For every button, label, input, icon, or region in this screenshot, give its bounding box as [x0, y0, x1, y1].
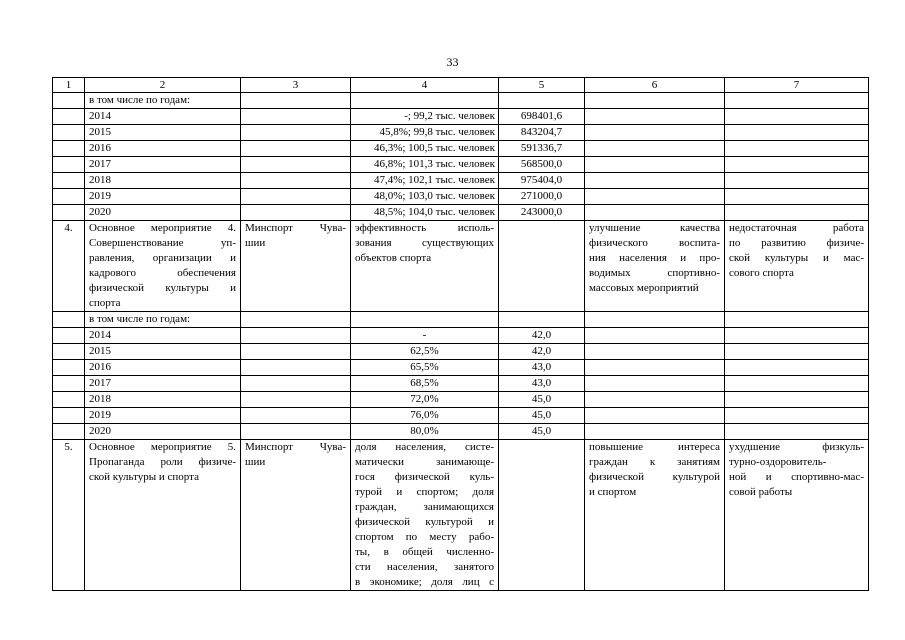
num-cell: [53, 328, 85, 344]
year-cell: 2020: [85, 424, 241, 440]
year-cell: 2019: [85, 189, 241, 205]
activity-title-line: Пропаганда роли физиче-: [89, 456, 236, 468]
table-row: [53, 408, 869, 424]
target-indicator-line: спортом по месту рабо-: [355, 531, 494, 543]
num-cell: [53, 157, 85, 173]
num-cell: [53, 392, 85, 408]
risk-consequence-line: ухудшение физкуль-: [729, 441, 864, 453]
indicator-value: 48,5%; 104,0 тыс. человек: [351, 205, 499, 221]
responsible-executor: [241, 221, 351, 312]
empty-cell: [725, 312, 869, 328]
empty-cell: [241, 344, 351, 360]
empty-cell: [585, 125, 725, 141]
target-indicator-line: в экономике; доля лиц с: [355, 576, 494, 588]
year-cell: 2015: [85, 344, 241, 360]
table-row: [53, 205, 869, 221]
num-cell: [53, 205, 85, 221]
target-indicator-line: турой и спортом; доля: [355, 486, 494, 498]
num-cell: [53, 360, 85, 376]
indicator-value: 48,0%; 103,0 тыс. человек: [351, 189, 499, 205]
risk-consequence-line: турно-оздоровитель-: [729, 456, 827, 468]
num-cell: [53, 408, 85, 424]
empty-cell: [585, 173, 725, 189]
amount-value: 271000,0: [499, 189, 585, 205]
expected-result-line: водимых спортивно-: [589, 267, 720, 279]
year-cell: 2016: [85, 141, 241, 157]
empty-cell: [499, 440, 585, 591]
year-cell: 2016: [85, 360, 241, 376]
empty-cell: [725, 189, 869, 205]
num-cell: [53, 189, 85, 205]
year-cell: 2018: [85, 173, 241, 189]
subheading-row: [53, 312, 869, 328]
empty-cell: [241, 360, 351, 376]
item-number: 5.: [53, 440, 85, 591]
risk-consequence-line: совой работы: [729, 486, 793, 498]
empty-cell: [585, 408, 725, 424]
table-row: [53, 157, 869, 173]
empty-cell: [585, 424, 725, 440]
expected-result: [585, 221, 725, 312]
risk-consequence: [725, 221, 869, 312]
column-header: 1: [53, 78, 85, 93]
year-cell: 2017: [85, 376, 241, 392]
empty-cell: [585, 157, 725, 173]
num-cell: [53, 376, 85, 392]
table-row: [53, 109, 869, 125]
target-indicator-line: эффективность исполь-: [355, 222, 494, 234]
target-indicator-line: ты, в общей численно-: [355, 546, 494, 558]
risk-consequence-line: ской культуры и мас-: [729, 252, 864, 264]
table-row: [53, 173, 869, 189]
empty-cell: [725, 376, 869, 392]
empty-cell: [585, 141, 725, 157]
expected-result-line: повышение интереса: [589, 441, 720, 453]
empty-cell: [241, 205, 351, 221]
column-header: 2: [85, 78, 241, 93]
activity-title-line: кадрового обеспечения: [89, 267, 236, 279]
empty-cell: [241, 141, 351, 157]
empty-cell: [725, 157, 869, 173]
empty-cell: [241, 424, 351, 440]
target-indicator-line: доля населения, систе-: [355, 441, 494, 453]
expected-result-line: ния населения и про-: [589, 252, 720, 264]
indicator-value: 62,5%: [351, 344, 499, 360]
indicator-value: 46,8%; 101,3 тыс. человек: [351, 157, 499, 173]
empty-cell: [241, 173, 351, 189]
empty-cell: [585, 109, 725, 125]
amount-value: 42,0: [499, 344, 585, 360]
num-cell: [53, 344, 85, 360]
empty-cell: [585, 328, 725, 344]
subheading-row: [53, 93, 869, 109]
column-header: 5: [499, 78, 585, 93]
expected-result: [585, 440, 725, 591]
amount-value: 45,0: [499, 408, 585, 424]
indicator-value: 72,0%: [351, 392, 499, 408]
empty-cell: [585, 360, 725, 376]
amount-value: 698401,6: [499, 109, 585, 125]
empty-cell: [241, 392, 351, 408]
empty-cell: [725, 360, 869, 376]
activity-title-line: ской культуры и спорта: [89, 471, 199, 483]
expected-result-line: улучшение качества: [589, 222, 720, 234]
empty-cell: [241, 157, 351, 173]
column-header: 4: [351, 78, 499, 93]
target-indicator-line: сти населения, занятого: [355, 561, 494, 573]
target-indicator-line: зования существующих: [355, 237, 494, 249]
num-cell: [53, 125, 85, 141]
amount-value: 591336,7: [499, 141, 585, 157]
indicator-value: 76,0%: [351, 408, 499, 424]
amount-value: 43,0: [499, 376, 585, 392]
num-cell: [53, 173, 85, 189]
table-row: [53, 328, 869, 344]
activity-title: [85, 440, 241, 591]
empty-cell: [241, 189, 351, 205]
empty-cell: [725, 173, 869, 189]
subheading-label: в том числе по годам:: [85, 93, 241, 109]
empty-cell: [725, 424, 869, 440]
activity-title-line: физической культуры и: [89, 282, 236, 294]
risk-consequence-line: ной и спортивно-мас-: [729, 471, 864, 483]
num-cell: [53, 93, 85, 109]
empty-cell: [241, 125, 351, 141]
year-cell: 2014: [85, 328, 241, 344]
table-row: [53, 141, 869, 157]
responsible-executor-line: шии: [245, 456, 266, 468]
amount-value: 45,0: [499, 392, 585, 408]
expected-result-line: массовых мероприятий: [589, 282, 699, 294]
amount-value: 243000,0: [499, 205, 585, 221]
empty-cell: [241, 408, 351, 424]
empty-cell: [241, 376, 351, 392]
empty-cell: [585, 205, 725, 221]
target-indicator-line: матически занимающе-: [355, 456, 494, 468]
num-cell: [53, 424, 85, 440]
activity-title-line: Совершенствование уп-: [89, 237, 236, 249]
empty-cell: [725, 408, 869, 424]
amount-value: 843204,7: [499, 125, 585, 141]
indicator-value: -; 99,2 тыс. человек: [351, 109, 499, 125]
empty-cell: [241, 312, 351, 328]
empty-cell: [351, 312, 499, 328]
amount-value: 568500,0: [499, 157, 585, 173]
target-indicator-line: объектов спорта: [355, 252, 432, 264]
item-number: 4.: [53, 221, 85, 312]
year-cell: 2017: [85, 157, 241, 173]
empty-cell: [585, 312, 725, 328]
table-row: [53, 344, 869, 360]
num-cell: [53, 141, 85, 157]
empty-cell: [499, 221, 585, 312]
page-number: 33: [446, 55, 459, 69]
empty-cell: [585, 93, 725, 109]
indicator-value: 45,8%; 99,8 тыс. человек: [351, 125, 499, 141]
activity-title-line: Основное мероприятие 4.: [89, 222, 236, 234]
expected-result-line: и спортом: [589, 486, 637, 498]
table-row: [53, 424, 869, 440]
num-cell: [53, 109, 85, 125]
indicator-value: 47,4%; 102,1 тыс. человек: [351, 173, 499, 189]
responsible-executor-line: шии: [245, 237, 266, 249]
risk-consequence-line: по развитию физиче-: [729, 237, 864, 249]
empty-cell: [499, 93, 585, 109]
empty-cell: [585, 189, 725, 205]
responsible-executor-line: Минспорт Чува-: [245, 441, 346, 453]
empty-cell: [585, 392, 725, 408]
empty-cell: [725, 109, 869, 125]
indicator-value: -: [351, 328, 499, 344]
empty-cell: [585, 376, 725, 392]
indicator-value: 68,5%: [351, 376, 499, 392]
table-row: [53, 376, 869, 392]
empty-cell: [725, 328, 869, 344]
year-cell: 2019: [85, 408, 241, 424]
activity-row: [53, 440, 869, 591]
empty-cell: [725, 344, 869, 360]
empty-cell: [241, 109, 351, 125]
target-indicator-line: гося физической куль-: [355, 471, 494, 483]
table-row: [53, 189, 869, 205]
expected-result-line: физической культурой: [589, 471, 720, 483]
risk-consequence-line: недостаточная работа: [729, 222, 864, 234]
indicator-value: 46,3%; 100,5 тыс. человек: [351, 141, 499, 157]
target-indicator-line: граждан, занимающихся: [355, 501, 494, 513]
indicator-value: 80,0%: [351, 424, 499, 440]
responsible-executor: [241, 440, 351, 591]
amount-value: 45,0: [499, 424, 585, 440]
empty-cell: [241, 328, 351, 344]
num-cell: [53, 312, 85, 328]
activity-title-line: Основное мероприятие 5.: [89, 441, 236, 453]
risk-consequence: [725, 440, 869, 591]
year-cell: 2018: [85, 392, 241, 408]
document-table: [52, 77, 869, 591]
empty-cell: [725, 125, 869, 141]
target-indicator-line: физической культурой и: [355, 516, 494, 528]
expected-result-line: физического воспита-: [589, 237, 720, 249]
column-header: 3: [241, 78, 351, 93]
amount-value: 975404,0: [499, 173, 585, 189]
indicator-value: 65,5%: [351, 360, 499, 376]
empty-cell: [499, 312, 585, 328]
year-cell: 2015: [85, 125, 241, 141]
subheading-label: в том числе по годам:: [85, 312, 241, 328]
year-cell: 2014: [85, 109, 241, 125]
column-header: 7: [725, 78, 869, 93]
risk-consequence-line: сового спорта: [729, 267, 794, 279]
target-indicator: [351, 221, 499, 312]
year-cell: 2020: [85, 205, 241, 221]
empty-cell: [725, 205, 869, 221]
activity-row: [53, 221, 869, 312]
empty-cell: [351, 93, 499, 109]
expected-result-line: граждан к занятиям: [589, 456, 720, 468]
empty-cell: [585, 344, 725, 360]
empty-cell: [725, 392, 869, 408]
empty-cell: [241, 93, 351, 109]
table-row: [53, 360, 869, 376]
activity-title-line: равления, организации и: [89, 252, 236, 264]
table-row: [53, 125, 869, 141]
activity-title: [85, 221, 241, 312]
empty-cell: [725, 141, 869, 157]
column-header: 6: [585, 78, 725, 93]
responsible-executor-line: Минспорт Чува-: [245, 222, 346, 234]
header-row: [53, 78, 869, 93]
empty-cell: [725, 93, 869, 109]
activity-title-line: спорта: [89, 297, 121, 309]
target-indicator: [351, 440, 499, 591]
table-row: [53, 392, 869, 408]
amount-value: 43,0: [499, 360, 585, 376]
amount-value: 42,0: [499, 328, 585, 344]
